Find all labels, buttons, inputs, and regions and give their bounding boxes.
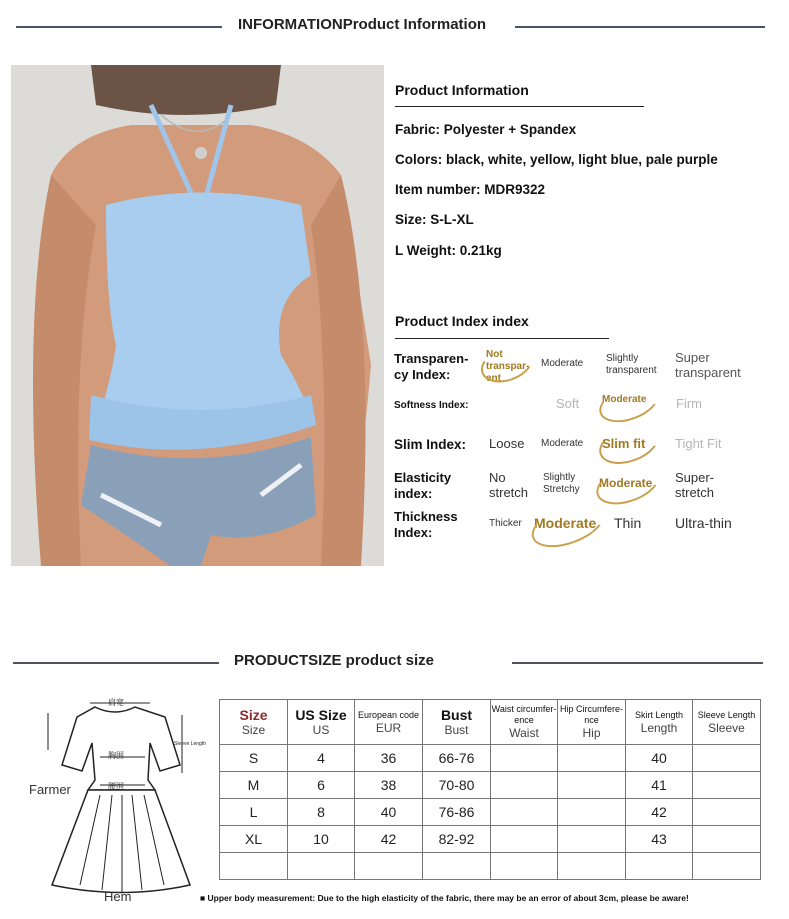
table-cell bbox=[558, 853, 626, 880]
product-info-title: Product Information bbox=[395, 82, 529, 98]
table-cell bbox=[558, 772, 626, 799]
header-bust: Bust Bust bbox=[423, 700, 491, 745]
table-row bbox=[220, 799, 761, 826]
table-cell: 76-86 bbox=[423, 799, 491, 826]
softness-option-1: Soft bbox=[556, 396, 580, 411]
table-cell: 82-92 bbox=[423, 826, 491, 853]
header-size: Size Size bbox=[220, 700, 288, 745]
table-cell: 6 bbox=[288, 772, 355, 799]
measurement-note: ■ Upper body measurement: Due to the high elasticity of the fabric, there may be an error of about 3cm, please be aware! bbox=[200, 893, 689, 903]
size-header-line-right bbox=[512, 662, 763, 664]
thickness-option-1: Thicker bbox=[489, 518, 522, 529]
header-sleeve-length: Sleeve Length Sleeve bbox=[693, 700, 761, 745]
table-cell bbox=[693, 772, 761, 799]
transparency-option-2: Moderate bbox=[541, 358, 584, 369]
thickness-option-4: Ultra-thin bbox=[675, 515, 732, 531]
slim-option-1: Loose bbox=[489, 436, 525, 451]
table-cell: 4 bbox=[288, 745, 355, 772]
size-table-header-row bbox=[220, 700, 761, 745]
softness-label: Softness Index: bbox=[394, 400, 469, 411]
slim-option-3: Slim fit bbox=[602, 436, 646, 451]
transparency-label: Transparen-cy Index: bbox=[394, 351, 469, 382]
thickness-option-2: Moderate bbox=[534, 515, 597, 531]
table-cell: S bbox=[220, 745, 288, 772]
table-cell: 36 bbox=[355, 745, 423, 772]
slim-option-2: Moderate bbox=[541, 438, 584, 449]
header-hip: Hip Circumfere-nce Hip bbox=[558, 700, 626, 745]
table-cell: 10 bbox=[288, 826, 355, 853]
elasticity-option-3: Moderate bbox=[599, 476, 653, 490]
table-cell bbox=[558, 745, 626, 772]
diagram-sleeve-label: Sleeve Length bbox=[174, 741, 206, 747]
softness-selected-circle bbox=[594, 376, 664, 429]
table-cell bbox=[693, 826, 761, 853]
product-info-underline bbox=[395, 106, 644, 107]
softness-option-3: Firm bbox=[676, 396, 702, 411]
transparency-option-1: Not transpar-ent bbox=[486, 349, 530, 384]
fabric-text: Fabric: Polyester + Spandex bbox=[395, 122, 577, 137]
thickness-option-3: Thin bbox=[614, 515, 642, 531]
size-section-title: PRODUCTSIZE product size bbox=[234, 652, 435, 669]
table-cell bbox=[491, 799, 558, 826]
thickness-label: Thickness Index: bbox=[394, 509, 458, 540]
table-cell: 42 bbox=[626, 799, 693, 826]
elasticity-option-4: Super-stretch bbox=[675, 470, 715, 500]
product-index-underline bbox=[395, 338, 609, 339]
table-cell bbox=[626, 853, 693, 880]
table-cell: L bbox=[220, 799, 288, 826]
table-cell bbox=[558, 799, 626, 826]
colors-text: Colors: black, white, yellow, light blue, pale purple bbox=[395, 152, 718, 167]
table-cell bbox=[288, 853, 355, 880]
thickness-selected-circle bbox=[526, 494, 610, 556]
table-cell: M bbox=[220, 772, 288, 799]
table-cell: 66-76 bbox=[423, 745, 491, 772]
table-cell bbox=[693, 853, 761, 880]
diagram-left-label: Farmer bbox=[29, 782, 71, 797]
header-european-code: European code EUR bbox=[355, 700, 423, 745]
diagram-chest-label: 胸围 bbox=[108, 751, 124, 760]
table-row bbox=[220, 853, 761, 880]
size-header-line-left bbox=[13, 662, 219, 664]
header-skirt-length: Skirt Length Length bbox=[626, 700, 693, 745]
table-row bbox=[220, 772, 761, 799]
table-cell: 40 bbox=[355, 799, 423, 826]
table-cell bbox=[491, 772, 558, 799]
header-line-right bbox=[515, 26, 765, 28]
item-number-text: Item number: MDR9322 bbox=[395, 182, 546, 197]
diagram-hem-label: Hem bbox=[104, 889, 132, 904]
slim-label: Slim Index: bbox=[394, 437, 467, 452]
size-table bbox=[219, 699, 761, 880]
table-cell: 8 bbox=[288, 799, 355, 826]
table-cell bbox=[693, 799, 761, 826]
dress-diagram bbox=[30, 695, 215, 905]
diagram-waist-label: 腰围 bbox=[108, 782, 124, 791]
table-cell: 70-80 bbox=[423, 772, 491, 799]
table-cell bbox=[491, 826, 558, 853]
table-row bbox=[220, 745, 761, 772]
table-cell bbox=[355, 853, 423, 880]
table-cell: 41 bbox=[626, 772, 693, 799]
header-us-size: US Size US bbox=[288, 700, 355, 745]
diagram-shoulder-label: 肩宽 bbox=[108, 698, 124, 707]
table-cell bbox=[423, 853, 491, 880]
header-title: INFORMATIONProduct Information bbox=[238, 16, 487, 33]
table-cell: 38 bbox=[355, 772, 423, 799]
slim-selected-circle bbox=[594, 416, 665, 471]
table-cell bbox=[491, 853, 558, 880]
header-line-left bbox=[16, 26, 222, 28]
weight-text: L Weight: 0.21kg bbox=[395, 243, 502, 258]
table-cell: 43 bbox=[626, 826, 693, 853]
softness-option-2: Moderate bbox=[602, 394, 647, 405]
elasticity-selected-circle bbox=[591, 456, 665, 512]
product-photo bbox=[11, 65, 384, 566]
table-cell bbox=[693, 745, 761, 772]
table-row bbox=[220, 826, 761, 853]
transparency-option-4: Super transparent bbox=[675, 350, 741, 380]
product-index-title: Product Index index bbox=[395, 313, 529, 329]
table-cell: 42 bbox=[355, 826, 423, 853]
elasticity-option-1: No stretch bbox=[489, 470, 529, 500]
slim-option-4: Tight Fit bbox=[675, 436, 722, 451]
transparency-option-3: Slightly transparent bbox=[606, 353, 657, 376]
table-cell bbox=[558, 826, 626, 853]
elasticity-label: Elasticity index: bbox=[394, 470, 452, 501]
table-cell bbox=[491, 745, 558, 772]
header-waist: Waist circumfer-ence Waist bbox=[491, 700, 558, 745]
elasticity-option-2: Slightly Stretchy bbox=[543, 472, 580, 495]
table-cell: XL bbox=[220, 826, 288, 853]
table-cell bbox=[220, 853, 288, 880]
table-cell: 40 bbox=[626, 745, 693, 772]
size-text: Size: S-L-XL bbox=[395, 212, 474, 227]
